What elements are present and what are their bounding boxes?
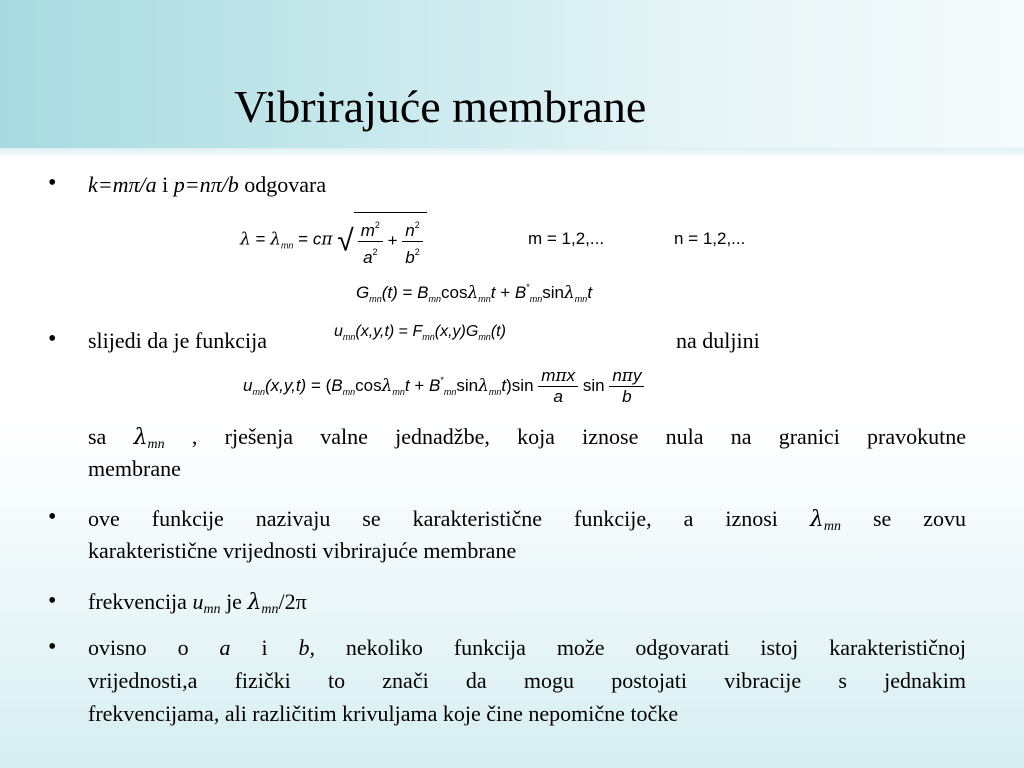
bullet-5-w3: i	[261, 635, 268, 660]
bullet-marker-2: •	[48, 326, 57, 352]
bullet-5-b: b,	[298, 635, 315, 660]
bullet-2-cont-lambda-sub: mn	[147, 437, 165, 452]
bullet-4-word: frekvencija	[88, 589, 187, 614]
equation-u-full: $u_{mn}(x,y,t) = (B_{mn}\cos\lambda_{mn}t + B^*_{mn}\sin\lambda_{mn}t)\sin$ $\frac{\text{mπx}}{a}$ sin $\frac{\text{nπy}}{b}$	[243, 366, 644, 407]
bullet-marker-1: •	[48, 170, 57, 196]
equation-G: $G_{mn}(t) = B_{mn}\cos\lambda_{mn}t + B^*_{mn}\sin\lambda_{mn}t$	[356, 282, 593, 304]
bullet-1-math-k: k=mπ/a	[88, 172, 157, 197]
bullet-2-text-before: slijedi da je funkcija	[88, 328, 267, 353]
equation-u-inline: $u_{mn}(x,y,t) = F_{mn}(x,y)G_{mn}(t)$	[334, 323, 506, 342]
bullet-5-w2: o	[177, 635, 189, 660]
bullet-2-cont-line1	[88, 420, 966, 461]
bullet-2-cont-line2: membrane	[88, 456, 181, 481]
equation-n-range: n = 1,2,...	[674, 229, 746, 248]
bullet-5-rest: nekoliko funkcija može odgovarati istoj karakterističnoj	[345, 635, 967, 660]
bullet-4-je: je	[226, 589, 242, 614]
bullet-2-cont-text: , rješenja valne jednadžbe, koja iznose nula na granici pravokutne	[191, 424, 967, 449]
bullet-5-a: a	[219, 635, 231, 660]
bullet-4-tail: /2π	[278, 589, 307, 614]
bullet-marker-4: •	[48, 588, 57, 614]
bullet-3-lambda: λ	[809, 507, 824, 532]
slide-title: Vibrirajuće membrane	[234, 81, 647, 132]
bullet-4-u-sub: mn	[203, 602, 221, 617]
bullet-1-and: i	[162, 172, 169, 197]
bullet-3-text-before: ove funkcije nazivaju se karakteristične funkcije, a iznosi	[88, 506, 778, 531]
bullet-1-word: odgovara	[244, 172, 327, 197]
bullet-5-line2: vrijednosti,a fizički to znači da mogu postojati vibracije s jednakim	[88, 668, 966, 693]
bullet-marker-5: •	[48, 634, 57, 660]
bullet-1-math-p: p=nπ/b	[173, 172, 239, 197]
bullet-5-line3: frekvencijama, ali različitim krivuljama koje čine nepomične točke	[88, 701, 679, 726]
bullet-3-line2: karakteristične vrijednosti vibrirajuće membrane	[88, 538, 517, 563]
bullet-4-u: u	[192, 589, 204, 614]
bullet-2-text-after: na duljini	[676, 328, 760, 353]
bullet-4-lambda: λ	[247, 590, 262, 615]
equation-lambda: $\lambda = \lambda_{mn} = c\pi$ √ $\frac{m^2}{a^2}$ + $\frac{n^2}{b^2}$	[240, 212, 427, 268]
bullet-2-cont-prefix: sa	[88, 424, 107, 449]
bullet-4-text	[88, 585, 307, 626]
bullet-2-cont-lambda: λ	[133, 425, 148, 450]
bullet-5-line1	[88, 631, 966, 664]
header-shade	[0, 148, 1024, 158]
bullet-marker-3: •	[48, 504, 57, 530]
equation-m-range: m = 1,2,...	[528, 229, 605, 248]
bullet-3-lambda-sub: mn	[823, 519, 841, 534]
bullet-1-text	[88, 168, 326, 201]
bullet-3-text-after: se zovu	[872, 506, 967, 531]
bullet-4-lambda-sub: mn	[261, 602, 279, 617]
bullet-5-w1: ovisno	[88, 635, 147, 660]
